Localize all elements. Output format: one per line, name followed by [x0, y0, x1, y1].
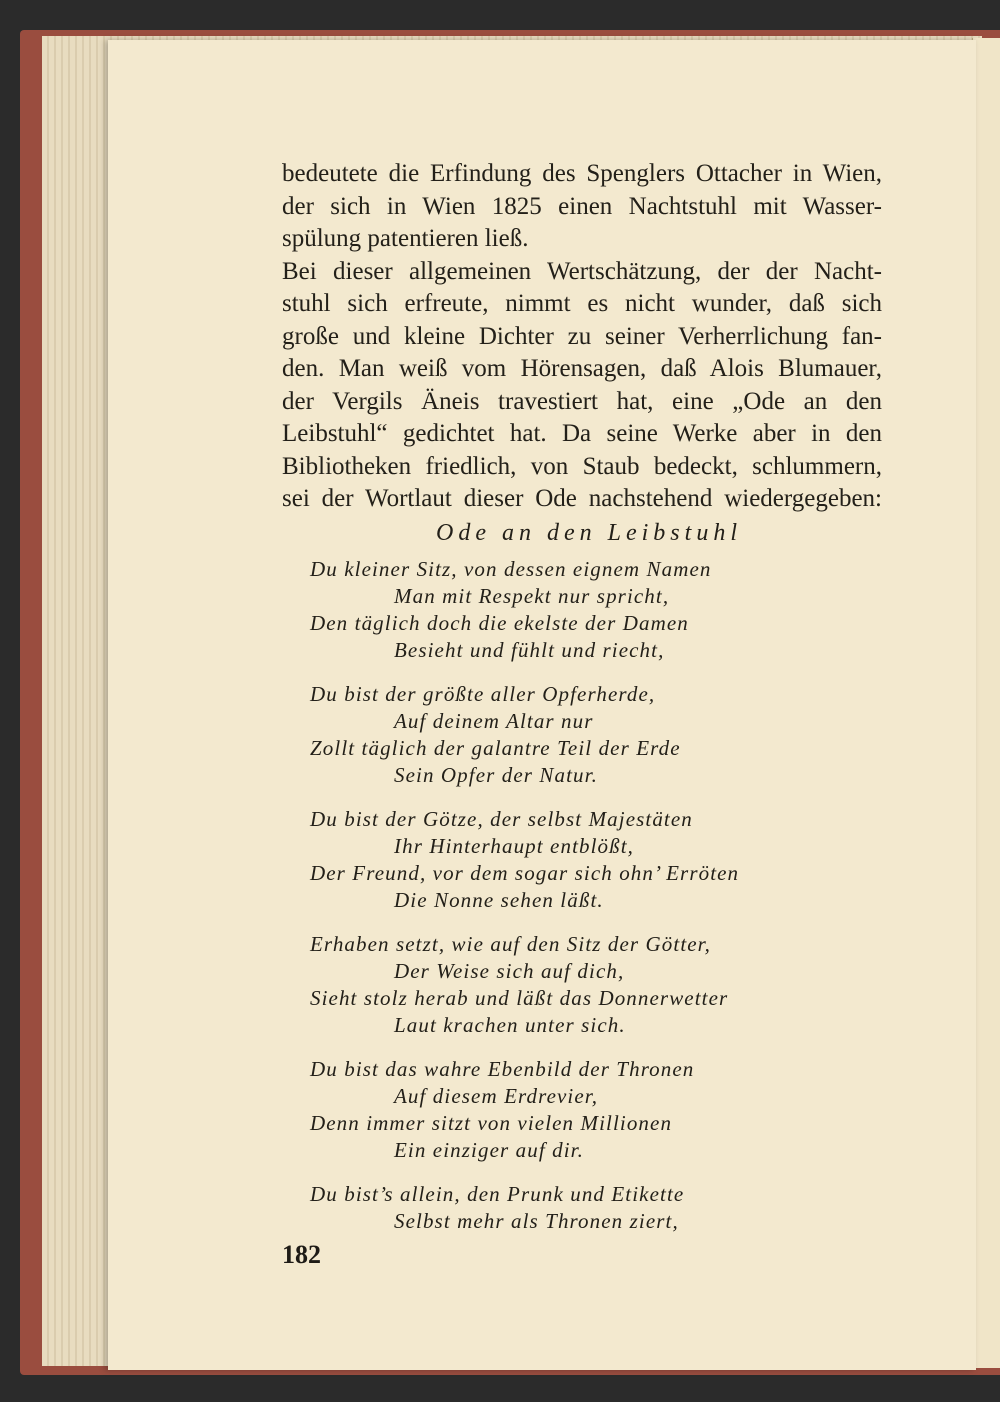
verse-line: Du bist das wahre Ebenbild der Thronen	[310, 1057, 695, 1081]
verse-line: Sieht stolz herab und läßt das Donnerwetter	[310, 986, 729, 1010]
verse-line: Besieht und fühlt und riecht,	[394, 638, 665, 662]
verse-line: Du bist’s allein, den Prunk und Etikette	[310, 1182, 685, 1206]
poem-stanza	[310, 1181, 739, 1235]
prose-line: Bibliotheken friedlich, von Staub bedeckt, schlummern,	[282, 452, 882, 480]
poem-stanza	[310, 806, 739, 914]
poem-stanza	[310, 931, 739, 1039]
verse-line: Man mit Respekt nur spricht,	[394, 584, 670, 608]
prose-line: Bei dieser allgemeinen Wertschätzung, der der Nacht-	[282, 257, 882, 285]
verse-line: Erhaben setzt, wie auf den Sitz der Götter,	[310, 932, 711, 956]
prose-line: bedeutete die Erfindung des Spenglers Ottacher in Wien,	[282, 160, 882, 187]
verse-line: Selbst mehr als Thronen ziert,	[394, 1209, 679, 1233]
poem-stanza	[310, 681, 739, 789]
verse-line: Ein einziger auf dir.	[394, 1138, 584, 1162]
verse-line: Denn immer sitzt von vielen Millionen	[310, 1111, 673, 1135]
prose-line: stuhl sich erfreute, nimmt es nicht wunder, daß sich	[282, 290, 882, 317]
prose-line: sei der Wortlaut dieser Ode nachstehend wiedergegeben:	[282, 485, 882, 512]
verse-line: Du bist der größte aller Opferherde,	[310, 682, 656, 706]
verse-line: Auf diesem Erdrevier,	[394, 1084, 599, 1108]
verse-line: Sein Opfer der Natur.	[394, 763, 598, 787]
poem	[310, 556, 739, 1252]
poem-title: Ode an den Leibstuhl	[436, 520, 742, 546]
verse-line: Den täglich doch die ekelste der Damen	[310, 611, 689, 635]
verse-line: Du kleiner Sitz, von dessen eignem Namen	[310, 557, 712, 581]
verse-line: Auf deinem Altar nur	[394, 709, 594, 733]
prose-line: spülung patentieren ließ.	[282, 225, 529, 252]
verse-line: Laut krachen unter sich.	[394, 1013, 626, 1037]
verse-line: Zollt täglich der galantre Teil der Erde	[310, 736, 681, 760]
prose-line: der Vergils Äneis travestiert hat, eine „Ode an den	[282, 387, 882, 415]
prose-line: große und kleine Dichter zu seiner Verherrlichung fan-	[282, 322, 882, 350]
verse-line: Der Weise sich auf dich,	[394, 959, 625, 983]
prose-line: den. Man weiß vom Hörensagen, daß Alois Blumauer,	[282, 355, 882, 382]
page-number: 182	[282, 1240, 321, 1269]
facing-page-edge	[972, 38, 1000, 1368]
verse-line: Du bist der Götze, der selbst Majestäten	[310, 807, 693, 831]
verse-line: Der Freund, vor dem sogar sich ohn’ Erröten	[310, 861, 740, 885]
poem-stanza	[310, 1056, 739, 1164]
prose-line: der sich in Wien 1825 einen Nachtstuhl mit Wasser-	[282, 192, 882, 220]
prose-paragraph	[282, 158, 882, 516]
poem-stanza	[310, 556, 739, 664]
prose-line: Leibstuhl“ gedichtet hat. Da seine Werke aber in den	[282, 420, 882, 447]
verse-line: Ihr Hinterhaupt entblößt,	[394, 834, 635, 858]
verse-line: Die Nonne sehen läßt.	[394, 888, 604, 912]
